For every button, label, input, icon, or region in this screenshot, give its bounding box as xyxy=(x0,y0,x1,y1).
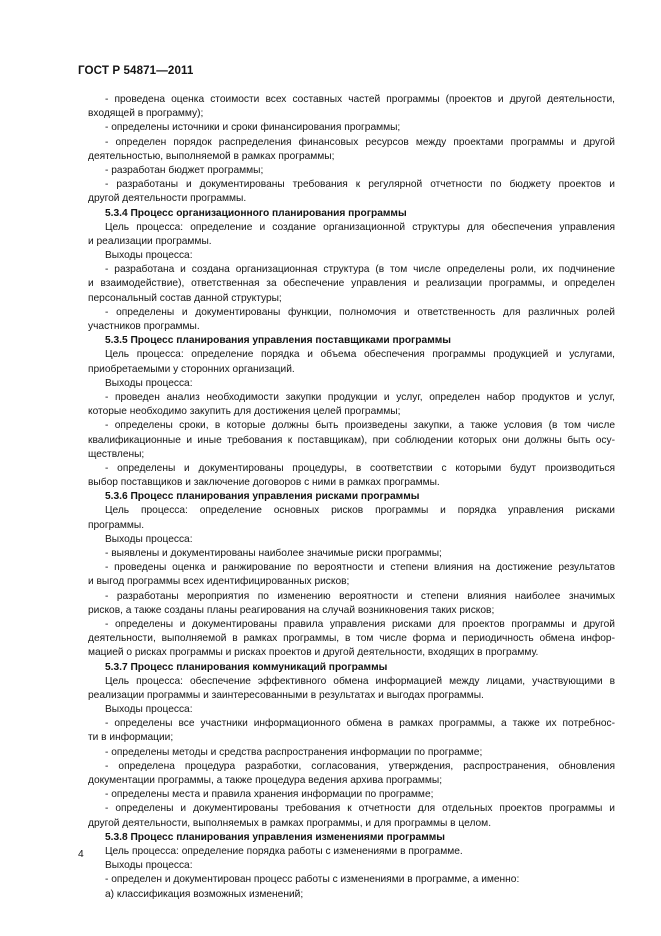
text-line: реализации программы и заинтересованными в результатах и выгодах программы. xyxy=(88,689,484,701)
text-line: Цель процесса: определение основных рисков программы и порядка управления рисками xyxy=(105,505,615,517)
text-line: участников программы. xyxy=(88,321,200,332)
text-line: и реализации программы. xyxy=(88,235,212,247)
text-line: ществлены; xyxy=(88,448,145,460)
section-heading: 5.3.7 Процесс планирования коммуникаций программы xyxy=(105,661,388,673)
text-line: приобретаемыми у сторонних организаций. xyxy=(88,363,295,375)
section-heading: 5.3.5 Процесс планирования управления поставщиками программы xyxy=(105,335,451,347)
text-line: Выходы процесса: xyxy=(105,250,193,262)
text-line: выбор поставщиков и заключение договоров с ними в рамках программы. xyxy=(88,477,440,489)
text-line: - определены места и правила хранения информации по программе; xyxy=(105,789,434,801)
text-line: - разработан бюджет программы; xyxy=(105,164,264,176)
text-line: программы. xyxy=(88,519,145,531)
text-line: квалификационные и иные требования к поставщикам), при соблюдении которых они должны быть осу- xyxy=(88,434,615,446)
text-line: - определены и документированы функции, полномочия и ответственность для различных ролей xyxy=(105,306,615,318)
section-heading: 5.3.6 Процесс планирования управления рисками программы xyxy=(105,491,420,503)
text-line: - выявлены и документированы наиболее значимые риски программы; xyxy=(105,548,442,559)
text-line: - разработаны и документированы требования к регулярной отчетности по бюджету проектов и xyxy=(105,179,615,191)
text-line: Выходы процесса: xyxy=(105,377,193,389)
text-line: Цель процесса: обеспечение эффективного обмена информацией между лицами, участвующими в xyxy=(105,675,615,687)
text-line: - определены источники и сроки финансирования программы; xyxy=(105,122,401,134)
text-line: - определены и документированы процедуры, в соответствии с которыми будут производиться xyxy=(105,462,615,474)
document-body xyxy=(88,93,615,902)
text-line: Цель процесса: определение и создание организационной структуры для обеспечения управления xyxy=(105,221,615,233)
text-line: которые необходимо закупить для достижения целей программы; xyxy=(88,406,401,418)
text-line: Цель процесса: определение порядка и объема обеспечения программы продукцией и услугами, xyxy=(105,349,615,361)
standard-header: ГОСТ Р 54871—2011 xyxy=(78,64,194,77)
text-line: - определены методы и средства распространения информации по программе; xyxy=(105,746,483,758)
text-line: и выгод программы всех идентифицированных рисков; xyxy=(88,576,350,588)
text-line: - определен порядок распределения финансовых ресурсов между проектами программы и другой xyxy=(105,136,615,148)
text-line: - проведены оценка и ранжирование по вероятности и степени влияния на достижение результатов xyxy=(105,562,615,574)
text-line: деятельности, выполняемой в рамках программы, в том числе форма и периодичность обмена инфор- xyxy=(88,633,615,645)
text-line: другой деятельности программы. xyxy=(88,193,247,205)
text-line: - определены все участники информационного обмена в рамках программы, а также их потребнос- xyxy=(105,718,615,730)
text-line: Выходы процесса: xyxy=(105,533,193,545)
text-line: - разработана и создана организационная структура (в том числе определены роли, их подчинение xyxy=(105,264,615,276)
text-line: документации программы, а также процедура ведения архива программы; xyxy=(88,775,443,786)
text-line: и взаимодействие), ответственная за обеспечение управления и реализации программы, и определен xyxy=(88,278,615,290)
text-line: - определены сроки, в которые должны быть произведены закупки, а также условия (в том числе xyxy=(105,420,615,432)
text-line: Цель процесса: определение порядка работы с изменениями в программе. xyxy=(105,845,463,857)
text-line: рисков, а также созданы планы реагирования на случай возникновения таких рисков; xyxy=(88,604,495,616)
text-line: - определены и документированы требования к отчетности для отдельных проектов программы и xyxy=(105,803,615,815)
text-line: другой деятельности, выполняемых в рамках программы, и для программы в целом. xyxy=(88,817,492,829)
text-line: мацией о рисках программы и рисках проектов и другой деятельности, входящих в программу. xyxy=(88,647,539,659)
text-line: - определена процедура разработки, согласования, утверждения, распространения, обновления xyxy=(105,760,615,772)
text-line: входящей в программу); xyxy=(88,108,204,120)
text-line: персональный состав данной структуры; xyxy=(88,292,282,304)
text-line: Выходы процесса: xyxy=(105,704,193,716)
text-line: - проведен анализ необходимости закупки продукции и услуг, определен набор продуктов и услуг, xyxy=(105,391,615,403)
page-number: 4 xyxy=(78,849,84,860)
text-line: - проведена оценка стоимости всех составных частей программы (проектов и другой деятельности, xyxy=(105,94,615,105)
text-line: - определены и документированы правила управления рисками для проектов программы и другой xyxy=(105,618,615,630)
text-line: а) классификация возможных изменений; xyxy=(105,888,304,900)
section-heading: 5.3.8 Процесс планирования управления изменениями программы xyxy=(105,831,445,843)
text-line: деятельностью, выполняемой в рамках программы; xyxy=(88,150,335,162)
text-line: - разработаны мероприятия по изменению вероятности и степени влияния наиболее значимых xyxy=(105,590,615,602)
text-line: ти в информации; xyxy=(88,732,174,744)
section-heading: 5.3.4 Процесс организационного планирования программы xyxy=(105,207,407,219)
text-line: Выходы процесса: xyxy=(105,860,193,872)
text-line: - определен и документирован процесс работы с изменениями в программе, а именно: xyxy=(105,874,520,886)
